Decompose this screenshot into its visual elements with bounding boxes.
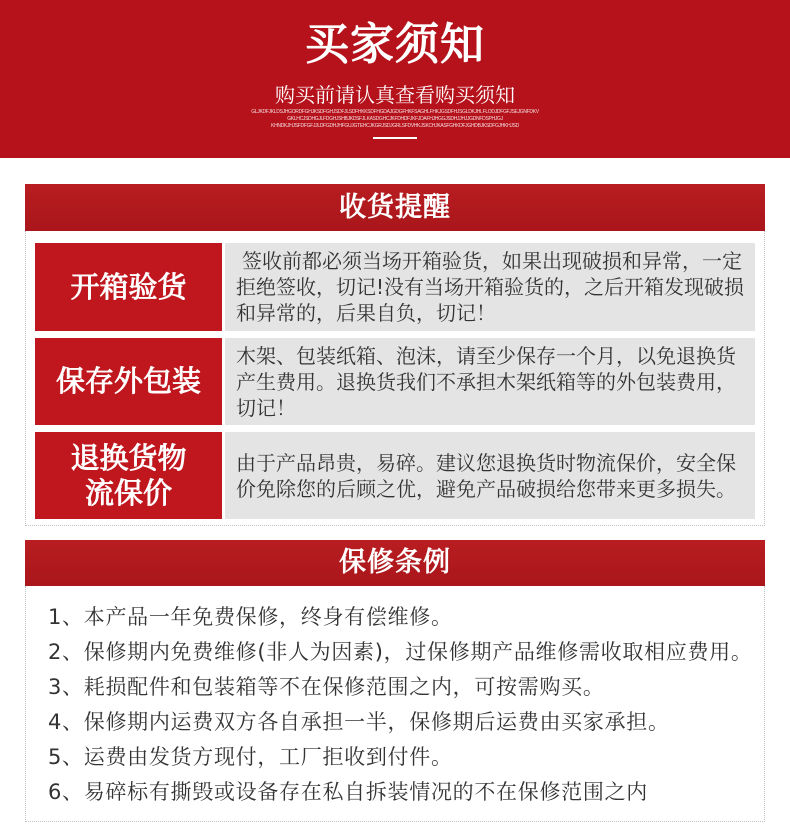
notice-row-label-line: 退换货物 [70, 440, 187, 475]
warranty-list-item: 6、易碎标有撕毁或设备存在私自拆装情况的不在保修范围之内 [48, 780, 648, 804]
notice-row-text-panel [225, 432, 755, 519]
notice-row-text-panel [225, 243, 755, 331]
warranty-list-item: 4、保修期内运费双方各自承担一半，保修期后运费由买家承担。 [48, 710, 670, 734]
fine-print-line: GKLHCJSDHGJLFDGHJSHBJKDSFJLKASDGHCJKFDHDFJKFJDAFHJHGGJSDHJJHJJGDNFDSPHJGJ [287, 116, 503, 122]
section-header-warranty-terms [25, 540, 765, 586]
notice-row-text: 木架、包装纸箱、泡沫，请至少保存一个月，以免退换货产生费用。退换货我们不承担木架纸箱等的外包装费用，切记！ [236, 343, 736, 420]
notice-row-label [35, 338, 222, 425]
notice-row-return-shipping-insurance [35, 432, 755, 519]
warranty-list-item: 5、运费由发货方现付，工厂拒收到付件。 [48, 745, 453, 769]
notice-row-label [35, 243, 222, 331]
page-subtitle: 购买前请认真查看购买须知 [275, 83, 515, 107]
warranty-list [48, 600, 764, 810]
section-header-receipt-reminder [25, 184, 765, 231]
section-title: 保修条例 [339, 547, 451, 578]
fine-print-line: KHNDKJHJSFDFGFJJLDFGDHJHFGUJGTEHCJKGRJSDJGRLSFDVHKJSKCHJKASFGHKDFJGHDBJKSDFGJHKHJSD [271, 123, 519, 129]
warranty-list-item: 2、保修期内免费维修(非人为因素)，过保修期产品维修需收取相应费用。 [48, 640, 753, 664]
decorative-fine-print [245, 109, 545, 130]
title-underline [373, 137, 417, 139]
notice-row-label-line: 保存外包装 [55, 364, 201, 398]
notice-row-keep-packaging [35, 338, 755, 425]
notice-row-label-line: 开箱验货 [70, 269, 187, 304]
section-body-receipt-reminder [25, 231, 765, 526]
warranty-list-item: 3、耗损配件和包装箱等不在保修范围之内，可按需购买。 [48, 675, 605, 699]
section-body-warranty-terms [25, 586, 765, 822]
section-title: 收货提醒 [339, 192, 451, 223]
notice-row-label [35, 432, 222, 519]
top-banner [0, 0, 790, 158]
fine-print-line: GLJKDFJKLDSJHGORDFGHJKSDFGHJSDFJLSDFHKKSDFHGDAJGDGFHKFSAGHLFHKJGSDFHJSGLDKJHLFLODJDFGFJSEJGNFDKV [251, 109, 539, 115]
notice-row-text: 由于产品昂贵，易碎。建议您退换货时物流保价，安全保价免除您的后顾之优，避免产品破损给您带来更多损失。 [236, 450, 736, 501]
page-title: 买家须知 [305, 19, 485, 70]
warranty-list-item: 1、本产品一年免费保修，终身有偿维修。 [48, 605, 453, 629]
notice-row-label-line: 流保价 [84, 475, 172, 510]
notice-row-text-panel [225, 338, 755, 425]
notice-row-text: 签收前都必须当场开箱验货，如果出现破损和异常，一定拒绝签收，切记!没有当场开箱验货的，之后开箱发现破损和异常的，后果自负，切记！ [236, 249, 745, 325]
notice-row-unbox-inspection [35, 243, 755, 331]
